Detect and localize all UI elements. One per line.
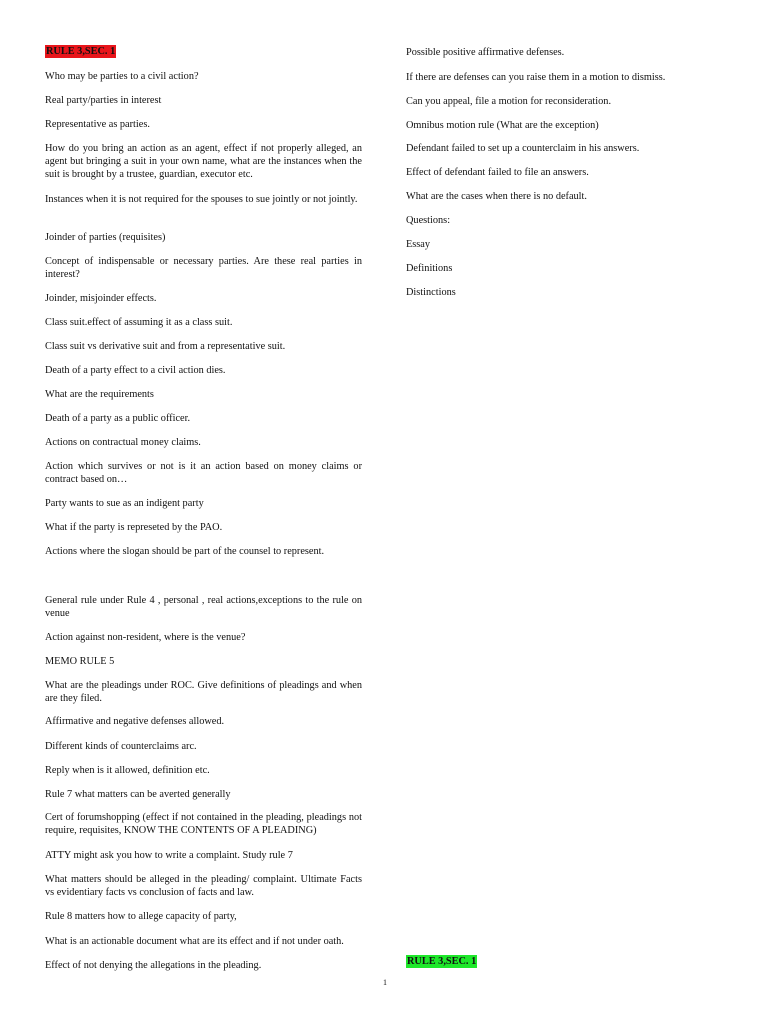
- red-highlight: RULE 3,SEC. 1: [46, 46, 116, 57]
- list-item: If there are defenses can you raise them in a motion to dismiss.: [406, 72, 666, 83]
- list-item: MEMO RULE 5: [45, 656, 115, 667]
- list-item: What are the cases when there is no default.: [406, 191, 587, 202]
- list-item: Rule 8 matters how to allege capacity of party,: [45, 911, 237, 922]
- list-item: How do you bring an action as an agent, effect if not properly alleged, an agent but bringing a suit in your own name, what are the instances when the suit is brought by a trustee, guardian, executor etc.: [45, 143, 362, 180]
- list-item: General rule under Rule 4 , personal , real actions,exceptions to the rule on venue: [45, 595, 362, 619]
- list-item: Class suit.effect of assuming it as a class suit.: [45, 317, 233, 328]
- list-item: Class suit vs derivative suit and from a representative suit.: [45, 341, 286, 352]
- list-item: Real party/parties in interest: [45, 95, 162, 106]
- list-item: Rule 7 what matters can be averted generally: [45, 789, 231, 800]
- list-item: Definitions: [406, 263, 453, 274]
- green-highlight: RULE 3,SEC. 1: [407, 956, 477, 967]
- list-item: Actions where the slogan should be part of the counsel to represent.: [45, 546, 325, 557]
- list-item: Actions on contractual money claims.: [45, 437, 201, 448]
- list-item: Representative as parties.: [45, 119, 150, 130]
- list-item: Effect of not denying the allegations in the pleading.: [45, 960, 262, 971]
- list-item: ATTY might ask you how to write a complaint. Study rule 7: [45, 850, 293, 861]
- list-item: What are the pleadings under ROC. Give definitions of pleadings and when are they filed.: [45, 680, 362, 704]
- list-item: Joinder of parties (requisites): [45, 232, 166, 243]
- list-item: Essay: [406, 239, 431, 250]
- list-item: Party wants to sue as an indigent party: [45, 498, 204, 509]
- page-number: 1: [383, 978, 387, 987]
- list-item: Instances when it is not required for the spouses to sue jointly or not jointly.: [45, 194, 358, 205]
- list-item: What matters should be alleged in the pleading/ complaint. Ultimate Facts vs evidentiary facts vs conclusion of facts and law.: [45, 874, 362, 898]
- list-item: Different kinds of counterclaims arc.: [45, 741, 197, 752]
- list-item: Possible positive affirmative defenses.: [406, 47, 565, 58]
- heading-rule3-sec1-repeat: [406, 955, 726, 968]
- list-item: Action against non-resident, where is the venue?: [45, 632, 246, 643]
- list-item: Action which survives or not is it an action based on money claims or contract based on…: [45, 461, 362, 485]
- list-item: Death of a party as a public officer.: [45, 413, 191, 424]
- list-item: What are the requirements: [45, 389, 154, 400]
- list-item: Questions:: [406, 215, 451, 226]
- list-item: What is an actionable document what are its effect and if not under oath.: [45, 936, 344, 947]
- list-item: What if the party is represeted by the PAO.: [45, 522, 223, 533]
- heading-rule3-sec1: [45, 45, 362, 58]
- list-item: Defendant failed to set up a counterclaim in his answers.: [406, 143, 640, 154]
- list-item: Concept of indispensable or necessary parties. Are these real parties in interest?: [45, 256, 362, 280]
- list-item: Distinctions: [406, 287, 456, 298]
- list-item: Reply when is it allowed, definition etc.: [45, 765, 210, 776]
- list-item: Effect of defendant failed to file an answers.: [406, 167, 589, 178]
- list-item: Cert of forumshopping (effect if not contained in the pleading, pleadings not require, requisites, KNOW THE CONTENTS OF A PLEADING): [45, 812, 362, 836]
- list-item: Can you appeal, file a motion for reconsideration.: [406, 96, 612, 107]
- list-item: Omnibus motion rule (What are the exception): [406, 120, 599, 131]
- list-item: Joinder, misjoinder effects.: [45, 293, 157, 304]
- list-item: Who may be parties to a civil action?: [45, 71, 199, 82]
- list-item: Death of a party effect to a civil action dies.: [45, 365, 226, 376]
- list-item: Affirmative and negative defenses allowed.: [45, 716, 225, 727]
